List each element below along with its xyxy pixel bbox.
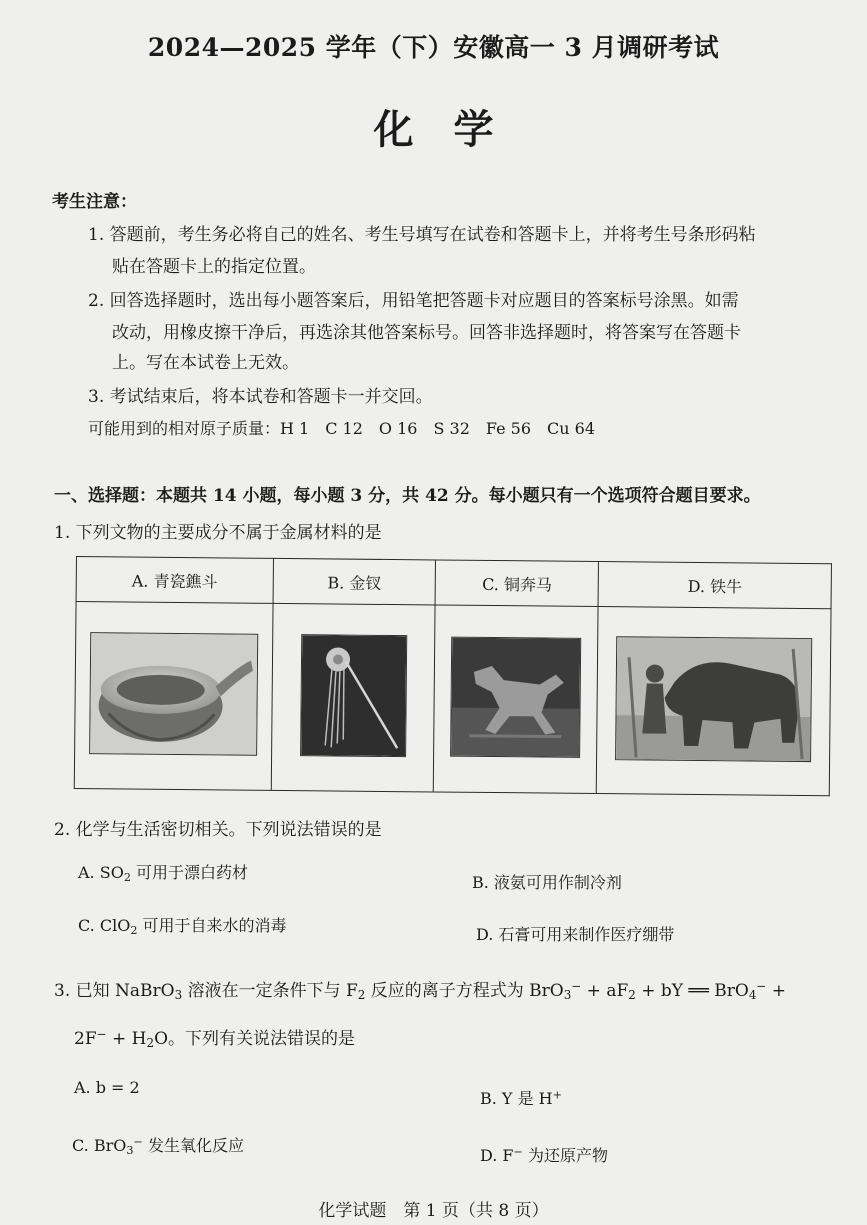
q2-option-c-text: C. ClO [78, 916, 131, 935]
atomic-mass-line: 可能用到的相对原子质量：H 1 C 12 O 16 S 32 Fe 56 Cu 64 [88, 419, 596, 438]
iron-ox-image [615, 636, 812, 762]
bronze-horse-image [450, 637, 581, 758]
q3-option-b-text: B. Y 是 H [480, 1089, 553, 1108]
q2-option-c-subscript: 2 [130, 923, 138, 937]
q2-option-a-subscript: 2 [123, 870, 131, 884]
q3-text-d: + aF [581, 981, 629, 1001]
q2-option-a [78, 860, 248, 884]
q1-option-d-label: D. 铁牛 [598, 562, 831, 609]
notice-line-3: 2. 回答选择题时，选出每小题答案后，用铅笔把答题卡对应题目的答案标号涂黑。如需 [88, 291, 739, 311]
q1-option-c-label: C. 铜奔马 [435, 560, 598, 607]
q3-sub-d: 2 [628, 987, 636, 1002]
q1-option-d-image-cell [596, 607, 831, 796]
q3-l2-sup-a: − [96, 1027, 107, 1042]
page-footer: 化学试题 第 1 页（共 8 页） [318, 1201, 549, 1221]
q3-option-c-sub: 3 [126, 1143, 134, 1157]
q3-option-d-text: D. F [480, 1146, 514, 1165]
q1-stem: 1. 下列文物的主要成分不属于金属材料的是 [54, 523, 382, 543]
q3-l2-sub-b: 2 [146, 1035, 155, 1050]
q1-option-a-image-cell [74, 602, 273, 791]
q2-option-a-text-2: 可用于漂白药材 [130, 863, 249, 882]
q3-option-b-sup: + [552, 1088, 562, 1102]
q1-option-b-label: B. 金钗 [273, 558, 436, 605]
q1-option-b-image-cell [271, 603, 435, 792]
q3-text-e: + bY ══ BrO [635, 981, 749, 1001]
q3-l2-text-c: O。下列有关说法错误的是 [154, 1029, 355, 1049]
q3-option-c [72, 1133, 244, 1157]
q3-option-c-sup: − [133, 1135, 143, 1149]
q3-option-c-text-2: 发生氧化反应 [142, 1136, 244, 1155]
exam-title: 2024—2025 学年（下）安徽高一 3 月调研考试 [147, 33, 720, 62]
subject-title: 化学 [373, 106, 534, 153]
q3-text-b: 溶液在一定条件下与 F [182, 981, 358, 1001]
q3-option-d-text-2: 为还原产物 [522, 1146, 608, 1165]
q3-l2-text-a: 2F [74, 1029, 97, 1049]
q3-text-a: 3. 已知 NaBrO [54, 981, 175, 1001]
q2-option-c [78, 913, 287, 937]
q3-sub-c: 3 [563, 987, 572, 1002]
q3-l2-text-b: + H [106, 1029, 147, 1049]
q2-option-a-text: A. SO [78, 863, 124, 882]
q2-option-c-text-2: 可用于自来水的消毒 [137, 916, 287, 935]
q2-stem: 2. 化学与生活密切相关。下列说法错误的是 [54, 820, 382, 840]
q3-sup-e: − [756, 979, 767, 994]
q3-sub-b: 2 [357, 987, 366, 1002]
q3-option-b [480, 1086, 562, 1109]
q3-text-c: 反应的离子方程式为 BrO [365, 981, 564, 1001]
celadon-vessel-image [89, 632, 258, 756]
notice-line-2: 贴在答题卡上的指定位置。 [112, 257, 316, 277]
q3-text-f: + [766, 981, 787, 1001]
q3-sup-c: − [571, 979, 582, 994]
q1-option-c-image-cell [434, 605, 599, 794]
notice-line-1: 1. 答题前，考生务必将自己的姓名、考生号填写在试卷和答题卡上，并将考生号条形码粘 [88, 225, 756, 245]
notice-line-5: 上。写在本试卷上无效。 [112, 353, 299, 373]
q2-option-d: D. 石膏可用来制作医疗绷带 [476, 925, 675, 944]
q3-stem-line-1 [54, 976, 786, 1002]
q2-option-b: B. 液氨可用作制冷剂 [472, 873, 622, 892]
q3-sub-a: 3 [174, 987, 183, 1002]
q3-stem-line-2 [74, 1024, 355, 1050]
q3-option-a: A. b = 2 [74, 1078, 140, 1097]
section-heading: 一、选择题：本题共 14 小题，每小题 3 分，共 42 分。每小题只有一个选项符合题目要求。 [54, 486, 761, 506]
q3-option-c-text: C. BrO [72, 1136, 127, 1155]
q1-exhibit-table [74, 556, 832, 796]
q3-sub-e: 4 [748, 987, 757, 1002]
notice-line-6: 3. 考试结束后，将本试卷和答题卡一并交回。 [88, 387, 433, 407]
q3-option-d-sup: − [513, 1145, 523, 1159]
notice-line-4: 改动，用橡皮擦干净后，再选涂其他答案标号。回答非选择题时，将答案写在答题卡 [112, 323, 741, 343]
notice-title: 考生注意： [52, 192, 137, 212]
gold-hairpin-image [300, 634, 407, 757]
q3-option-d [480, 1143, 608, 1166]
q1-option-a-label: A. 青瓷鐎斗 [76, 557, 273, 604]
